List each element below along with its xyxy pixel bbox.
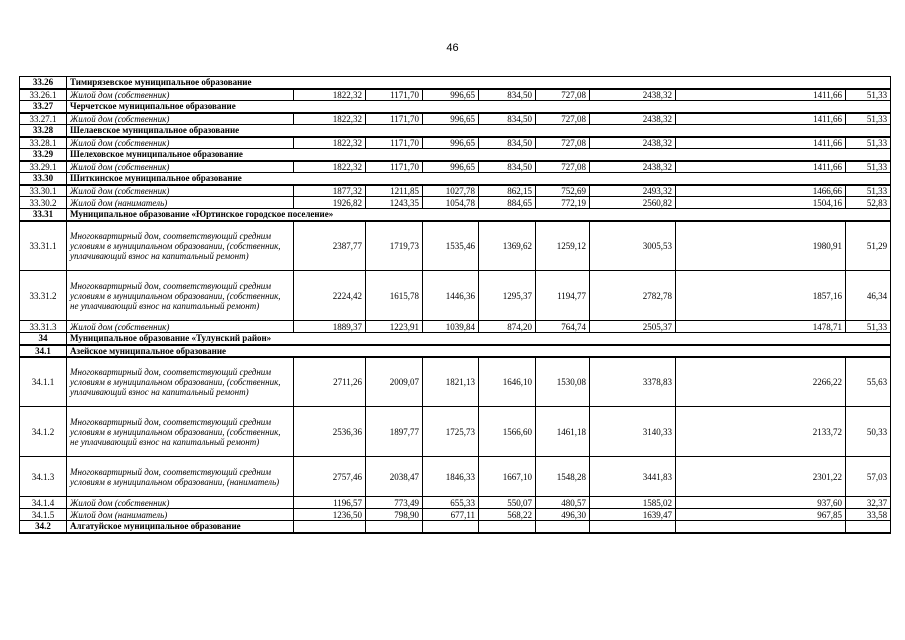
section-code: 33.28	[20, 125, 67, 137]
value-cell: 2301,22	[676, 457, 846, 497]
value-cell: 1926,82	[294, 197, 366, 209]
value-cell: 874,20	[479, 321, 536, 333]
value-cell: 1822,32	[294, 161, 366, 173]
value-cell: 655,33	[423, 497, 479, 509]
value-cell: 2505,37	[590, 321, 676, 333]
value-cell: 51,33	[846, 137, 891, 149]
empty-cell	[536, 521, 590, 533]
value-cell: 2438,32	[590, 161, 676, 173]
section-header-row	[20, 101, 891, 113]
value-cell: 1897,77	[366, 407, 423, 457]
section-title: Шелеховское муниципальное образование	[67, 149, 891, 161]
value-cell: 33,58	[846, 509, 891, 521]
section-title: Муниципальное образование «Юртинское городское поселение»	[67, 209, 891, 221]
value-cell: 1846,33	[423, 457, 479, 497]
row-code: 33.29.1	[20, 161, 67, 173]
value-cell: 52,83	[846, 197, 891, 209]
value-cell: 996,65	[423, 137, 479, 149]
value-cell: 2560,82	[590, 197, 676, 209]
table-row	[20, 161, 891, 173]
value-cell: 1980,91	[676, 221, 846, 271]
section-code: 33.30	[20, 173, 67, 185]
value-cell: 46,34	[846, 271, 891, 321]
section-code: 33.31	[20, 209, 67, 221]
value-cell: 727,08	[536, 89, 590, 101]
value-cell: 1171,70	[366, 137, 423, 149]
value-cell: 1243,35	[366, 197, 423, 209]
value-cell: 937,60	[676, 497, 846, 509]
value-cell: 1889,37	[294, 321, 366, 333]
value-cell: 1548,28	[536, 457, 590, 497]
value-cell: 1719,73	[366, 221, 423, 271]
value-cell: 677,11	[423, 509, 479, 521]
value-cell: 51,33	[846, 321, 891, 333]
value-cell: 1194,77	[536, 271, 590, 321]
value-cell: 996,65	[423, 161, 479, 173]
value-cell: 764,74	[536, 321, 590, 333]
value-cell: 772,19	[536, 197, 590, 209]
table-row	[20, 271, 891, 321]
value-cell: 1411,66	[676, 137, 846, 149]
value-cell: 2536,36	[294, 407, 366, 457]
empty-cell	[294, 521, 366, 533]
section-code: 33.29	[20, 149, 67, 161]
value-cell: 1171,70	[366, 89, 423, 101]
value-cell: 1822,32	[294, 137, 366, 149]
table-row	[20, 113, 891, 125]
section-header-row	[20, 77, 891, 89]
value-cell: 1478,71	[676, 321, 846, 333]
row-code: 33.30.1	[20, 185, 67, 197]
empty-cell	[423, 521, 479, 533]
section-title: Черчетское муниципальное образование	[67, 101, 891, 113]
row-code: 33.30.2	[20, 197, 67, 209]
row-code: 33.31.1	[20, 221, 67, 271]
value-cell: 2133,72	[676, 407, 846, 457]
table-row	[20, 221, 891, 271]
empty-cell	[479, 521, 536, 533]
row-code: 34.1.1	[20, 357, 67, 407]
value-cell: 1877,32	[294, 185, 366, 197]
value-cell: 55,63	[846, 357, 891, 407]
row-description: Жилой дом (собственник)	[67, 113, 294, 125]
value-cell: 2009,07	[366, 357, 423, 407]
table-row	[20, 197, 891, 209]
table-row	[20, 457, 891, 497]
row-description: Жилой дом (собственник)	[67, 137, 294, 149]
section-header-row	[20, 345, 891, 357]
value-cell: 1223,91	[366, 321, 423, 333]
value-cell: 2782,78	[590, 271, 676, 321]
value-cell: 1639,47	[590, 509, 676, 521]
table-row	[20, 509, 891, 521]
value-cell: 1369,62	[479, 221, 536, 271]
value-cell: 1236,50	[294, 509, 366, 521]
value-cell: 2438,32	[590, 113, 676, 125]
row-code: 33.31.3	[20, 321, 67, 333]
row-code: 34.1.3	[20, 457, 67, 497]
value-cell: 1566,60	[479, 407, 536, 457]
row-code: 33.26.1	[20, 89, 67, 101]
value-cell: 1667,10	[479, 457, 536, 497]
value-cell: 2438,32	[590, 89, 676, 101]
tariff-table	[19, 76, 891, 534]
value-cell: 1725,73	[423, 407, 479, 457]
value-cell: 480,57	[536, 497, 590, 509]
section-code: 34.1	[20, 345, 67, 357]
value-cell: 2711,26	[294, 357, 366, 407]
value-cell: 1411,66	[676, 89, 846, 101]
row-description: Многоквартирный дом, соответствующий средним условиям в муниципальном образовании, (наниматель)	[67, 457, 294, 497]
row-code: 33.27.1	[20, 113, 67, 125]
value-cell: 967,85	[676, 509, 846, 521]
value-cell: 1259,12	[536, 221, 590, 271]
value-cell: 2038,47	[366, 457, 423, 497]
section-code: 34.2	[20, 521, 67, 533]
value-cell: 996,65	[423, 113, 479, 125]
value-cell: 1039,84	[423, 321, 479, 333]
value-cell: 51,33	[846, 185, 891, 197]
row-description: Многоквартирный дом, соответствующий средним условиям в муниципальном образовании, (собственник, уплачивающий взнос на капитальный ремонт)	[67, 221, 294, 271]
value-cell: 1171,70	[366, 161, 423, 173]
section-title: Шелаевское муниципальное образование	[67, 125, 891, 137]
value-cell: 1211,85	[366, 185, 423, 197]
value-cell: 727,08	[536, 161, 590, 173]
empty-cell	[366, 521, 423, 533]
value-cell: 2493,32	[590, 185, 676, 197]
value-cell: 1411,66	[676, 161, 846, 173]
value-cell: 1857,16	[676, 271, 846, 321]
value-cell: 50,33	[846, 407, 891, 457]
value-cell: 1446,36	[423, 271, 479, 321]
section-title: Азейское муниципальное образование	[67, 345, 891, 357]
section-code: 34	[20, 333, 67, 345]
value-cell: 1027,78	[423, 185, 479, 197]
value-cell: 884,65	[479, 197, 536, 209]
value-cell: 1054,78	[423, 197, 479, 209]
table-row	[20, 407, 891, 457]
value-cell: 752,69	[536, 185, 590, 197]
value-cell: 834,50	[479, 137, 536, 149]
section-header-row	[20, 333, 891, 345]
value-cell: 1466,66	[676, 185, 846, 197]
section-header-row	[20, 149, 891, 161]
value-cell: 3140,33	[590, 407, 676, 457]
value-cell: 568,22	[479, 509, 536, 521]
value-cell: 1411,66	[676, 113, 846, 125]
page-number: 46	[446, 42, 459, 54]
value-cell: 1530,08	[536, 357, 590, 407]
table-row	[20, 497, 891, 509]
section-title: Муниципальное образование «Тулунский район»	[67, 333, 891, 345]
row-description: Жилой дом (собственник)	[67, 321, 294, 333]
value-cell: 1504,16	[676, 197, 846, 209]
value-cell: 798,90	[366, 509, 423, 521]
value-cell: 1295,37	[479, 271, 536, 321]
row-description: Жилой дом (собственник)	[67, 497, 294, 509]
value-cell: 496,30	[536, 509, 590, 521]
value-cell: 51,33	[846, 89, 891, 101]
value-cell: 57,03	[846, 457, 891, 497]
row-code: 34.1.4	[20, 497, 67, 509]
table-row	[20, 357, 891, 407]
empty-cell	[676, 521, 846, 533]
value-cell: 834,50	[479, 89, 536, 101]
row-description: Многоквартирный дом, соответствующий средним условиям в муниципальном образовании, (собственник, уплачивающий взнос на капитальный ремонт)	[67, 357, 294, 407]
value-cell: 3441,83	[590, 457, 676, 497]
value-cell: 1615,78	[366, 271, 423, 321]
value-cell: 2224,42	[294, 271, 366, 321]
section-header-row	[20, 125, 891, 137]
empty-cell	[590, 521, 676, 533]
value-cell: 1821,13	[423, 357, 479, 407]
value-cell: 32,37	[846, 497, 891, 509]
value-cell: 1646,10	[479, 357, 536, 407]
row-description: Многоквартирный дом, соответствующий средним условиям в муниципальном образовании, (собственник, не уплачивающий взнос на капитальный ремонт)	[67, 407, 294, 457]
row-description: Жилой дом (собственник)	[67, 89, 294, 101]
section-header-row	[20, 209, 891, 221]
value-cell: 773,49	[366, 497, 423, 509]
value-cell: 862,15	[479, 185, 536, 197]
row-code: 34.1.2	[20, 407, 67, 457]
value-cell: 727,08	[536, 113, 590, 125]
value-cell: 2438,32	[590, 137, 676, 149]
row-code: 34.1.5	[20, 509, 67, 521]
table-row	[20, 321, 891, 333]
value-cell: 1585,02	[590, 497, 676, 509]
value-cell: 1461,18	[536, 407, 590, 457]
value-cell: 550,07	[479, 497, 536, 509]
row-code: 33.28.1	[20, 137, 67, 149]
value-cell: 1171,70	[366, 113, 423, 125]
value-cell: 834,50	[479, 161, 536, 173]
value-cell: 51,29	[846, 221, 891, 271]
section-title: Тимирязевское муниципальное образование	[67, 77, 891, 89]
value-cell: 2266,22	[676, 357, 846, 407]
value-cell: 834,50	[479, 113, 536, 125]
section-header-row	[20, 521, 891, 533]
value-cell: 1196,57	[294, 497, 366, 509]
row-description: Жилой дом (наниматель)	[67, 197, 294, 209]
value-cell: 3378,83	[590, 357, 676, 407]
value-cell: 3005,53	[590, 221, 676, 271]
row-description: Жилой дом (наниматель)	[67, 509, 294, 521]
section-code: 33.26	[20, 77, 67, 89]
value-cell: 51,33	[846, 113, 891, 125]
section-header-row	[20, 173, 891, 185]
value-cell: 1822,32	[294, 89, 366, 101]
row-description: Многоквартирный дом, соответствующий средним условиям в муниципальном образовании, (собственник, не уплачивающий взнос на капитальный ремонт)	[67, 271, 294, 321]
section-code: 33.27	[20, 101, 67, 113]
value-cell: 2387,77	[294, 221, 366, 271]
table-row	[20, 137, 891, 149]
row-description: Жилой дом (собственник)	[67, 185, 294, 197]
row-code: 33.31.2	[20, 271, 67, 321]
empty-cell	[846, 521, 891, 533]
section-title: Шиткинское муниципальное образование	[67, 173, 891, 185]
value-cell: 1822,32	[294, 113, 366, 125]
value-cell: 51,33	[846, 161, 891, 173]
row-description: Жилой дом (собственник)	[67, 161, 294, 173]
value-cell: 996,65	[423, 89, 479, 101]
value-cell: 2757,46	[294, 457, 366, 497]
value-cell: 727,08	[536, 137, 590, 149]
section-title: Алгатуйское муниципальное образование	[67, 521, 294, 533]
value-cell: 1535,46	[423, 221, 479, 271]
table-row	[20, 89, 891, 101]
table-row	[20, 185, 891, 197]
